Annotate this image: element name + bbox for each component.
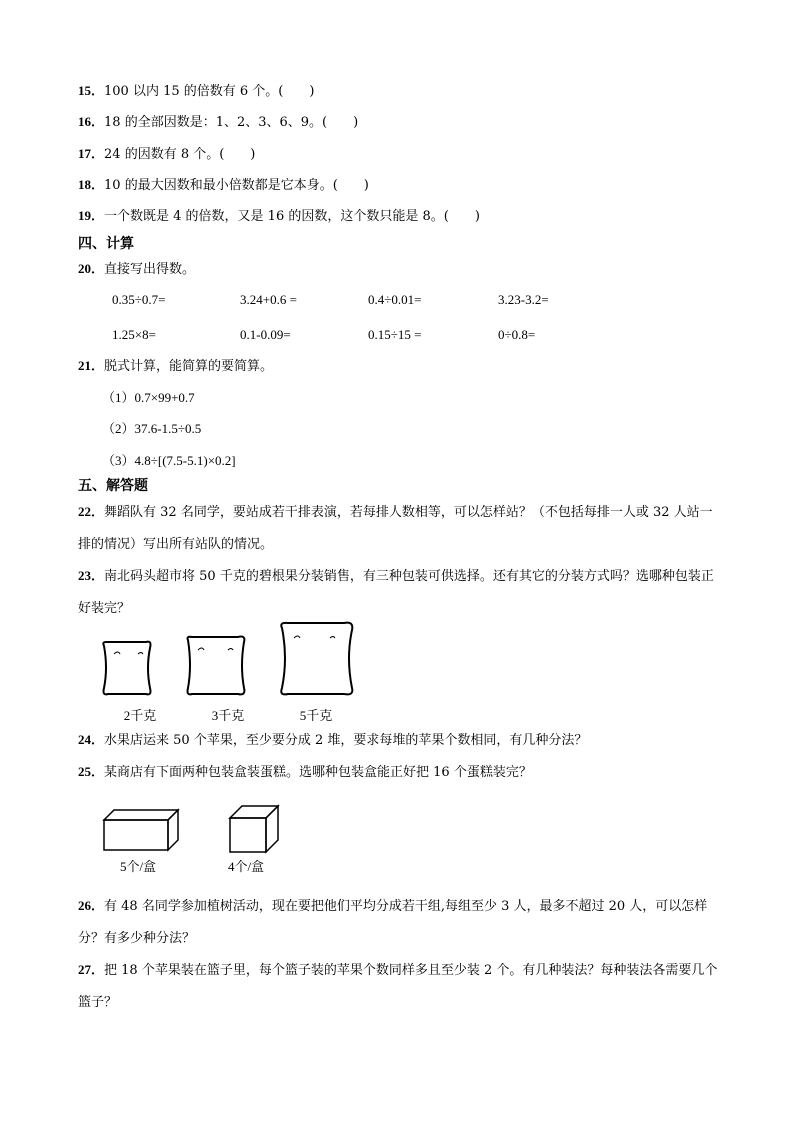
question-text: 舞蹈队有 32 名同学，要站成若干排表演，若每排人数相等，可以怎样站？（不包括每排一人或 32 人站一排的情况）写出所有站队的情况。 [78, 505, 713, 552]
calc-item: 3.24+0.6 = [240, 292, 297, 307]
question-number: 18． [78, 177, 105, 192]
section-heading-calculation: 四、计算 [78, 236, 134, 252]
question-19 [78, 207, 480, 226]
question-text: 100 以内 15 的倍数有 6 个。( ) [104, 84, 315, 99]
question-number: 23． [78, 568, 105, 583]
calc-item: 0.35÷0.7= [112, 292, 166, 307]
question-text: 18 的全部因数是：1、2、3、6、9。( ) [104, 115, 359, 130]
question-18 [78, 176, 369, 195]
calc-subitem-1: （1）0.7×99+0.7 [102, 390, 195, 405]
calc-subitem-2: （2）37.6-1.5÷0.5 [102, 421, 202, 436]
question-text: 脱式计算，能简算的要简算。 [104, 359, 274, 374]
bag-label-5kg: 5千克 [299, 708, 333, 723]
question-number: 17． [78, 146, 105, 161]
question-number: 26． [78, 898, 105, 913]
question-text: 水果店运来 50 个苹果，至少要分成 2 堆，要求每堆的苹果个数相同，有几种分法？ [104, 733, 588, 748]
question-text: 10 的最大因数和最小倍数都是它本身。( ) [104, 178, 369, 193]
calc-item: 1.25×8= [112, 327, 156, 342]
question-text: 某商店有下面两种包装盒装蛋糕。选哪种包装盒能正好把 16 个蛋糕装完？ [104, 765, 532, 780]
question-text: 有 48 名同学参加植树活动，现在要把他们平均分成若干组,每组至少 3 人，最多不超过 20 人，可以怎样分？有多少种分法？ [78, 899, 708, 946]
box-label-4: 4个/盒 [227, 859, 265, 874]
question-number: 20． [78, 261, 105, 276]
calc-subitem-3: （3）4.8÷[(7.5-5.1)×0.2] [102, 453, 236, 468]
question-text: 24 的因数有 8 个。( ) [104, 147, 256, 162]
bag-label-2kg: 2千克 [123, 708, 157, 723]
long-box-icon [104, 810, 178, 850]
question-number: 15． [78, 83, 105, 98]
calc-item: 0÷0.8= [498, 327, 536, 342]
question-15 [78, 82, 314, 101]
question-16 [78, 113, 358, 132]
bag-5kg-icon [281, 623, 352, 695]
question-21 [78, 357, 273, 376]
question-number: 27． [78, 962, 105, 977]
question-text: 直接写出得数。 [104, 262, 196, 277]
question-text: 南北码头超市将 50 千克的碧根果分装销售，有三种包装可供选择。还有其它的分装方式吗？选哪种包装正好装完？ [78, 569, 714, 616]
question-number: 25． [78, 764, 105, 779]
question-22 [78, 496, 718, 561]
bag-2kg-icon [103, 642, 150, 695]
question-17 [78, 145, 255, 164]
question-number: 24． [78, 732, 105, 747]
question-25 [78, 763, 532, 782]
bag-3kg-icon [188, 637, 245, 695]
calc-item: 0.4÷0.01= [368, 292, 422, 307]
question-text: 把 18 个苹果装在篮子里，每个篮子装的苹果个数同样多且至少装 2 个。有几种装法？每种装法各需要几个篮子？ [78, 963, 718, 1010]
box-label-5: 5个/盒 [119, 859, 157, 874]
bags-figure [100, 634, 360, 706]
calc-item: 0.1-0.09= [240, 327, 291, 342]
bag-label-3kg: 3千克 [211, 708, 245, 723]
boxes-figure [100, 804, 290, 854]
question-number: 16． [78, 114, 105, 129]
question-24 [78, 731, 587, 750]
section-heading-word-problems: 五、解答题 [78, 478, 148, 494]
question-number: 21． [78, 358, 105, 373]
calc-item: 3.23-3.2= [498, 292, 549, 307]
cube-box-icon [230, 806, 278, 852]
question-number: 19． [78, 208, 105, 223]
question-23 [78, 560, 718, 625]
question-26 [78, 890, 718, 955]
question-20 [78, 260, 195, 279]
question-text: 一个数既是 4 的倍数，又是 16 的因数，这个数只能是 8。( ) [104, 209, 480, 224]
question-number: 22． [78, 504, 105, 519]
question-27 [78, 954, 718, 1019]
calc-item: 0.15÷15 = [368, 327, 422, 342]
